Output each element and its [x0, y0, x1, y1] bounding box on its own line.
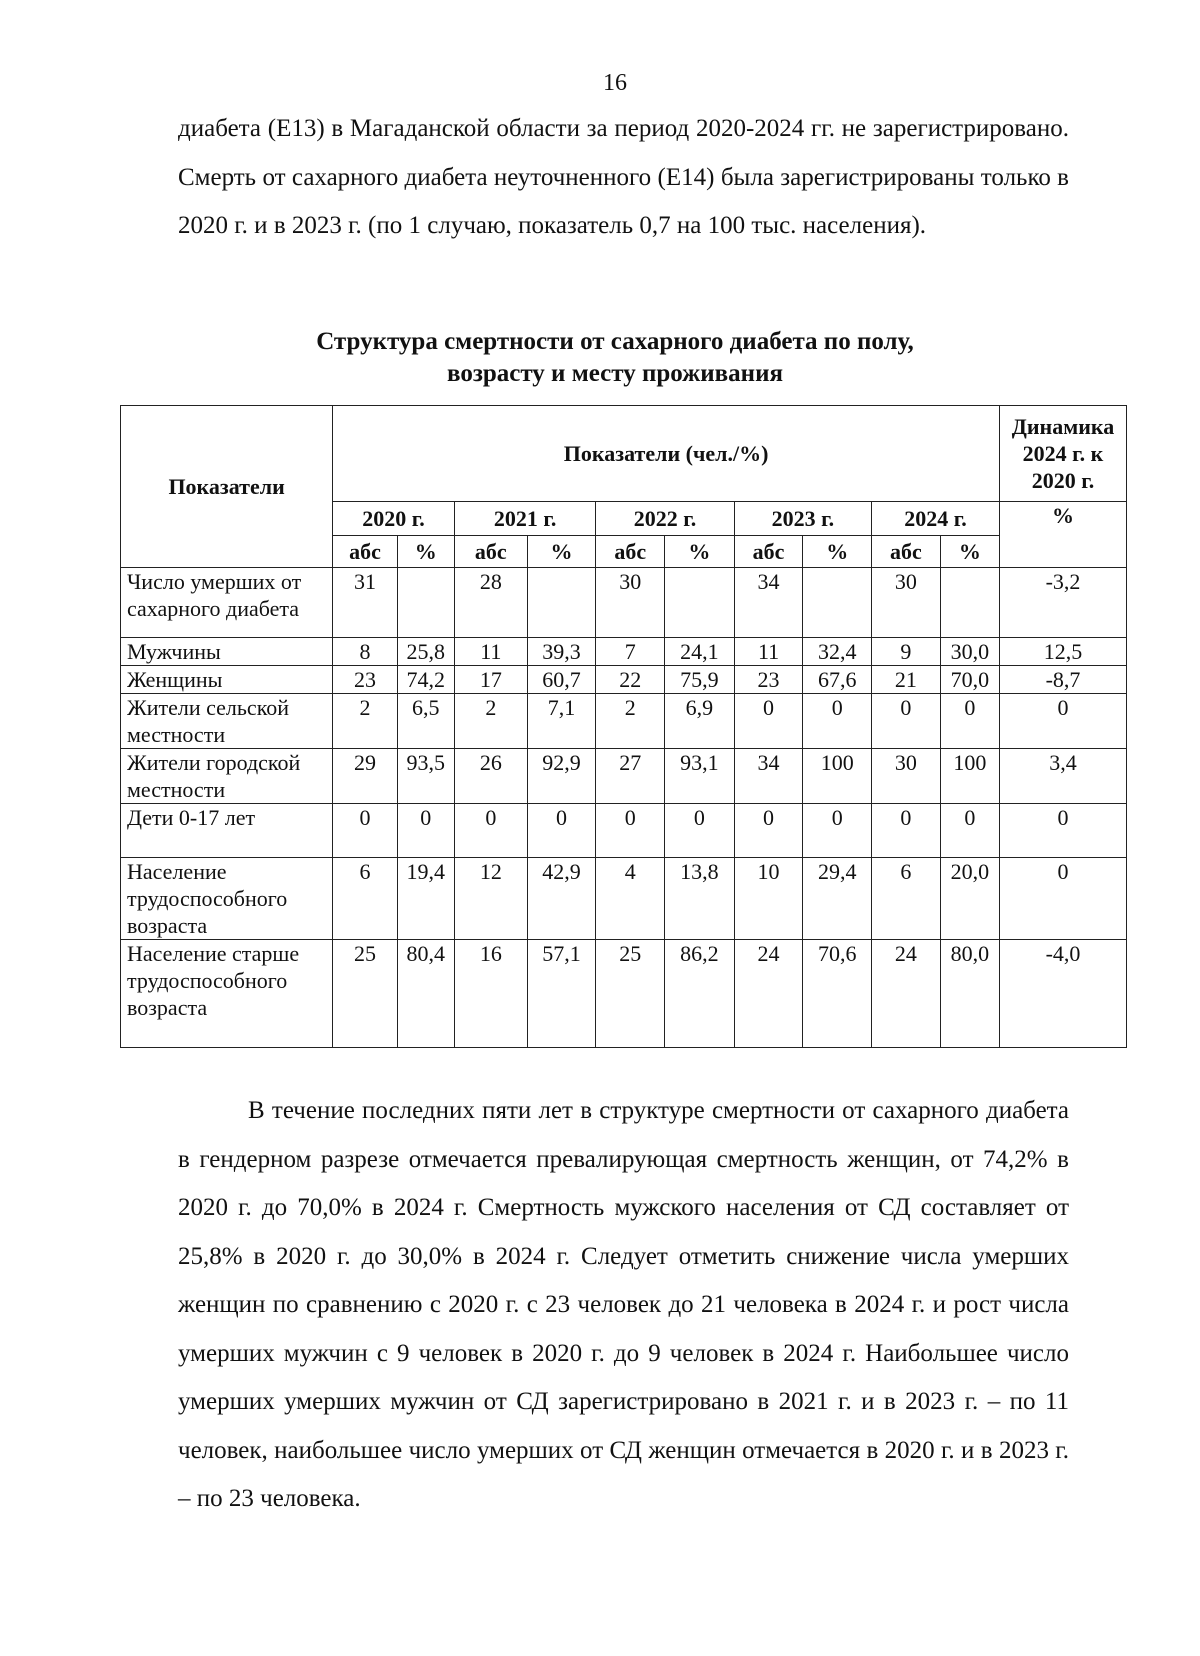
table-row: [121, 940, 1127, 1048]
cell-abs: 17: [454, 666, 527, 694]
cell-pct: 29,4: [803, 858, 872, 940]
header-pct: %: [940, 536, 999, 568]
cell-pct: 7,1: [527, 694, 596, 749]
cell-pct: 92,9: [527, 749, 596, 804]
header-year: 2022 г.: [596, 502, 734, 536]
cell-pct: 100: [940, 749, 999, 804]
cell-pct: 100: [803, 749, 872, 804]
conclusion-paragraph: В течение последних пяти лет в структуре смертности от сахарного диабета в гендерном разрезе отмечается превалирующая смертность женщин, от 74,2% в 2020 г. до 70,0% в 2024 г. Смертность мужского населения от СД составляет от 25,8% в 2020 г. до 30,0% в 2024 г. Следует отметить снижение числа умерших женщин по сравнению с 2020 г. с 23 человек до 21 человека в 2024 г. и рост числа умерших мужчин с 9 человек в 2020 г. до 9 человек в 2024 г. Наибольшее число умерших умерших мужчин от СД зарегистрировано в 2021 г. и в 2023 г. – по 11 человек, наибольшее число умерших от СД женщин отмечается в 2020 г. и в 2023 г. – по 23 человека.: [178, 1097, 1069, 1512]
cell-pct: 0: [527, 804, 596, 858]
cell-pct: [527, 568, 596, 638]
header-pct: %: [803, 536, 872, 568]
cell-abs: 27: [596, 749, 665, 804]
cell-pct: 42,9: [527, 858, 596, 940]
header-year: 2024 г.: [872, 502, 1000, 536]
cell-pct: 30,0: [940, 638, 999, 666]
table-row: [121, 568, 1127, 638]
cell-abs: 12: [454, 858, 527, 940]
cell-pct: 6,9: [665, 694, 735, 749]
table-row: [121, 804, 1127, 858]
cell-pct: 86,2: [665, 940, 735, 1048]
row-label: Население старше трудоспособного возраста: [121, 940, 333, 1048]
cell-dynamics: -3,2: [1000, 568, 1127, 638]
table-title-line-1: Структура смертности от сахарного диабета по полу,: [316, 328, 914, 355]
cell-abs: 6: [333, 858, 397, 940]
cell-dynamics: -4,0: [1000, 940, 1127, 1048]
header-abs: абс: [333, 536, 397, 568]
header-dynamics-unit: %: [1000, 502, 1127, 568]
cell-abs: 10: [734, 858, 803, 940]
intro-paragraph: диабета (Е13) в Магаданской области за период 2020-2024 гг. не зарегистрировано. Смерть от сахарного диабета неуточненного (Е14) была зарегистрированы только в 2020 г. и в 2023 г. (по 1 случаю, показатель 0,7 на 100 тыс. населения).: [178, 115, 1069, 239]
cell-pct: 0: [940, 694, 999, 749]
cell-pct: [803, 568, 872, 638]
cell-dynamics: -8,7: [1000, 666, 1127, 694]
cell-abs: 11: [454, 638, 527, 666]
cell-abs: 26: [454, 749, 527, 804]
row-label: Число умерших от сахарного диабета: [121, 568, 333, 638]
cell-dynamics: 0: [1000, 858, 1127, 940]
cell-abs: 2: [333, 694, 397, 749]
cell-pct: 74,2: [397, 666, 454, 694]
mortality-structure-table: [120, 405, 1127, 1048]
cell-abs: 4: [596, 858, 665, 940]
cell-abs: 8: [333, 638, 397, 666]
cell-abs: 30: [872, 568, 941, 638]
row-label: Дети 0-17 лет: [121, 804, 333, 858]
row-label: Население трудоспособного возраста: [121, 858, 333, 940]
cell-abs: 24: [872, 940, 941, 1048]
table-title: [0, 326, 1200, 390]
header-year: 2023 г.: [734, 502, 871, 536]
cell-abs: 23: [333, 666, 397, 694]
cell-abs: 25: [596, 940, 665, 1048]
cell-abs: 0: [872, 694, 941, 749]
row-label: Женщины: [121, 666, 333, 694]
table-row: [121, 858, 1127, 940]
header-abs: абс: [596, 536, 665, 568]
cell-abs: 16: [454, 940, 527, 1048]
cell-abs: 22: [596, 666, 665, 694]
cell-pct: 80,4: [397, 940, 454, 1048]
cell-pct: 93,1: [665, 749, 735, 804]
cell-pct: 32,4: [803, 638, 872, 666]
cell-pct: 60,7: [527, 666, 596, 694]
cell-abs: 11: [734, 638, 803, 666]
cell-pct: 0: [803, 694, 872, 749]
cell-pct: 57,1: [527, 940, 596, 1048]
header-abs: абс: [872, 536, 941, 568]
cell-pct: 80,0: [940, 940, 999, 1048]
cell-pct: [940, 568, 999, 638]
cell-abs: 0: [333, 804, 397, 858]
table-row: [121, 694, 1127, 749]
header-pct: %: [665, 536, 735, 568]
cell-pct: 0: [940, 804, 999, 858]
cell-abs: 25: [333, 940, 397, 1048]
cell-pct: 39,3: [527, 638, 596, 666]
cell-abs: 24: [734, 940, 803, 1048]
cell-abs: 30: [872, 749, 941, 804]
cell-abs: 28: [454, 568, 527, 638]
cell-abs: 0: [596, 804, 665, 858]
header-dynamics: Динамика 2024 г. к 2020 г.: [1000, 406, 1127, 502]
cell-dynamics: 0: [1000, 804, 1127, 858]
cell-dynamics: 0: [1000, 694, 1127, 749]
cell-abs: 21: [872, 666, 941, 694]
header-values: Показатели (чел./%): [333, 406, 1000, 502]
header-abs: абс: [454, 536, 527, 568]
cell-abs: 23: [734, 666, 803, 694]
table-title-line-2: возрасту и месту проживания: [446, 360, 783, 387]
cell-pct: 93,5: [397, 749, 454, 804]
cell-pct: 75,9: [665, 666, 735, 694]
cell-abs: 34: [734, 568, 803, 638]
cell-pct: 70,0: [940, 666, 999, 694]
cell-pct: 67,6: [803, 666, 872, 694]
header-pct: %: [527, 536, 596, 568]
page-number: 16: [603, 70, 627, 96]
cell-dynamics: 12,5: [1000, 638, 1127, 666]
cell-pct: 20,0: [940, 858, 999, 940]
cell-pct: 24,1: [665, 638, 735, 666]
cell-abs: 0: [454, 804, 527, 858]
cell-abs: 0: [734, 694, 803, 749]
cell-pct: 6,5: [397, 694, 454, 749]
cell-pct: [665, 568, 735, 638]
cell-abs: 29: [333, 749, 397, 804]
cell-abs: 6: [872, 858, 941, 940]
header-indicator: Показатели: [121, 406, 333, 568]
cell-abs: 7: [596, 638, 665, 666]
cell-abs: 31: [333, 568, 397, 638]
cell-abs: 9: [872, 638, 941, 666]
table-row: [121, 666, 1127, 694]
cell-abs: 2: [596, 694, 665, 749]
cell-pct: 13,8: [665, 858, 735, 940]
header-pct: %: [397, 536, 454, 568]
row-label: Жители городской местности: [121, 749, 333, 804]
cell-pct: 19,4: [397, 858, 454, 940]
row-label: Мужчины: [121, 638, 333, 666]
cell-abs: 0: [734, 804, 803, 858]
cell-pct: 70,6: [803, 940, 872, 1048]
cell-pct: 25,8: [397, 638, 454, 666]
table-row: [121, 638, 1127, 666]
table-row: [121, 749, 1127, 804]
cell-abs: 34: [734, 749, 803, 804]
cell-abs: 30: [596, 568, 665, 638]
header-year: 2020 г.: [333, 502, 455, 536]
cell-pct: 0: [397, 804, 454, 858]
cell-pct: [397, 568, 454, 638]
cell-abs: 0: [872, 804, 941, 858]
cell-abs: 2: [454, 694, 527, 749]
row-label: Жители сельской местности: [121, 694, 333, 749]
header-year: 2021 г.: [454, 502, 595, 536]
cell-pct: 0: [803, 804, 872, 858]
header-abs: абс: [734, 536, 803, 568]
cell-dynamics: 3,4: [1000, 749, 1127, 804]
cell-pct: 0: [665, 804, 735, 858]
